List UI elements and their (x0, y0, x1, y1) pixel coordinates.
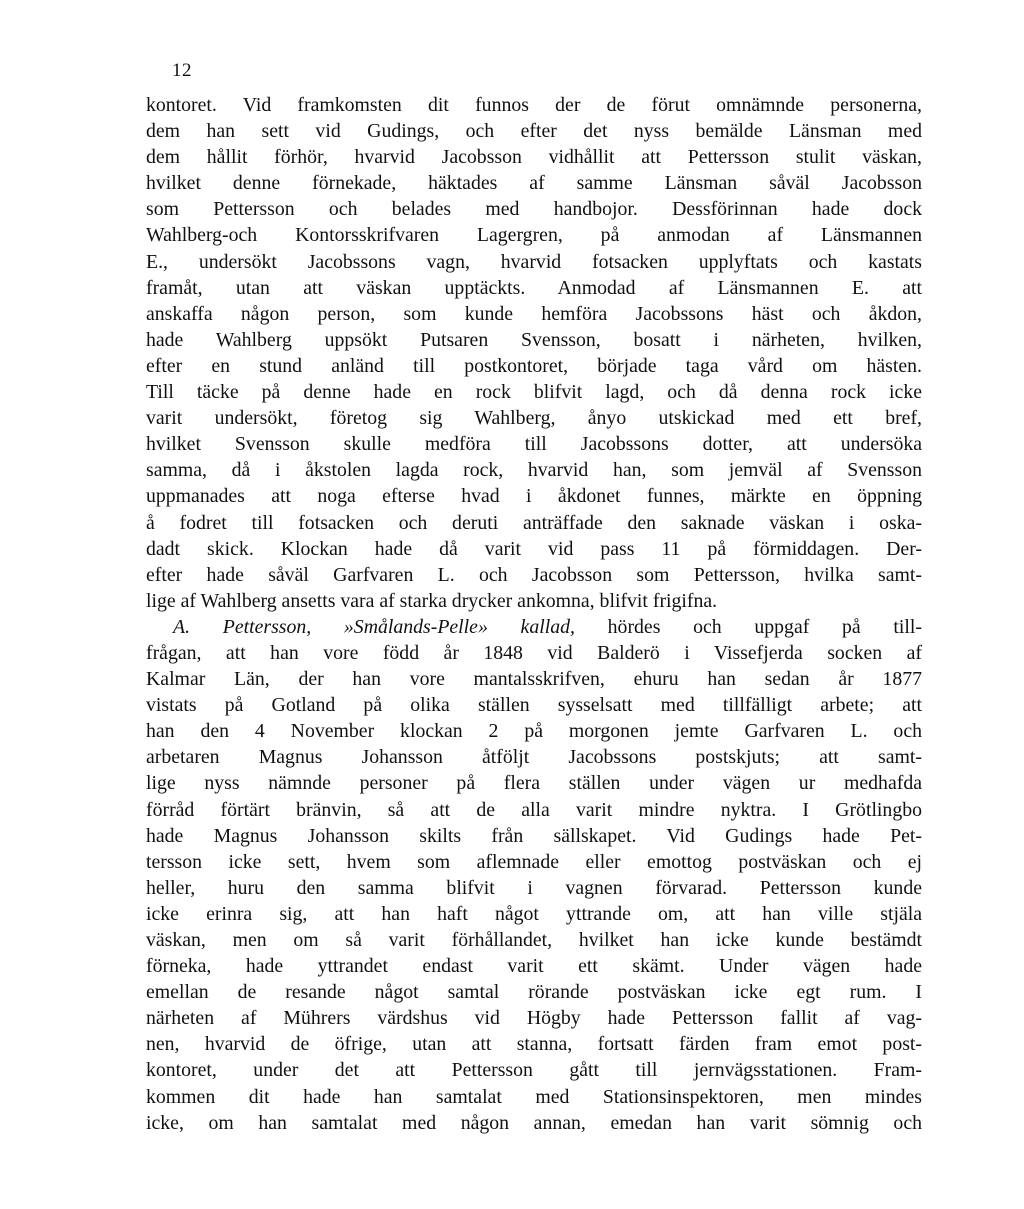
text-line (146, 222, 922, 248)
line-text: lige af Wahlberg ansetts vara af starka drycker ankomna, blifvit frigifna. (146, 589, 718, 612)
text-line (146, 457, 922, 483)
text-line (146, 510, 922, 536)
text-line (146, 614, 922, 640)
text-line (146, 431, 922, 457)
text-line (146, 823, 922, 849)
line-text: Kalmar Län, der han vore mantalsskrifven, ehuru han sedan år 1877 (146, 668, 922, 691)
text-line (146, 405, 922, 431)
text-line (146, 953, 922, 979)
line-text: förneka, hade yttrandet endast varit ett skämt. Under vägen hade (146, 955, 922, 978)
text-line (146, 562, 922, 588)
line-text: varit undersökt, företog sig Wahlberg, ånyo utskickad med ett bref, (146, 407, 922, 430)
body-text (146, 92, 922, 1136)
line-text: kontoret, under det att Pettersson gått till jernvägsstationen. Fram- (146, 1059, 922, 1082)
line-text: efter hade såväl Garfvaren L. och Jacobsson som Pettersson, hvilka samt- (146, 563, 922, 586)
text-line (146, 797, 922, 823)
line-text: hvilket Svensson skulle medföra till Jacobssons dotter, att undersöka (146, 433, 922, 456)
text-line (146, 770, 922, 796)
line-text: Wahlberg-och Kontorsskrifvaren Lagergren, på anmodan af Länsmannen (146, 224, 922, 247)
line-text: hördes och uppgaf på till- (574, 615, 922, 638)
line-text: dadt skick. Klockan hade då varit vid pass 11 på förmiddagen. Der- (146, 537, 922, 560)
italic-name: A. Pettersson, »Smålands-Pelle» kallad, (173, 615, 575, 638)
text-line (146, 301, 922, 327)
line-text: kontoret. Vid framkomsten dit funnos der de förut omnämnde personerna, (146, 94, 922, 116)
line-text: hade Magnus Johansson skilts från sällskapet. Vid Gudings hade Pet- (146, 824, 922, 847)
line-text: hade Wahlberg uppsökt Putsaren Svensson, bosatt i närheten, hvilken, (146, 328, 922, 351)
line-text: som Pettersson och belades med handbojor. Dessförinnan hade dock (146, 198, 922, 221)
text-line (146, 196, 922, 222)
text-line (146, 379, 922, 405)
line-text: samma, då i åkstolen lagda rock, hvarvid han, som jemväl af Svensson (146, 459, 922, 482)
line-text: han den 4 November klockan 2 på morgonen jemte Garfvaren L. och (146, 720, 922, 743)
text-line (146, 353, 922, 379)
text-line (146, 666, 922, 692)
text-line (146, 327, 922, 353)
line-text: vistats på Gotland på olika ställen sysselsatt med tillfälligt arbete; att (146, 694, 922, 717)
text-line (146, 275, 922, 301)
text-line (146, 927, 922, 953)
text-line (146, 640, 922, 666)
text-line (146, 536, 922, 562)
line-text: uppmanades att noga efterse hvad i åkdonet funnes, märkte en öppning (146, 485, 922, 508)
text-line (146, 849, 922, 875)
line-text: hvilket denne förnekade, häktades af samme Länsman såväl Jacobsson (146, 172, 922, 195)
line-text: heller, huru den samma blifvit i vagnen förvarad. Pettersson kunde (146, 876, 922, 899)
page-number: 12 (172, 60, 192, 81)
line-text: kommen dit hade han samtalat med Stationsinspektoren, men mindes (146, 1085, 922, 1108)
text-line (146, 692, 922, 718)
line-text: närheten af Mührers värdshus vid Högby hade Pettersson fallit af vag- (146, 1007, 922, 1030)
line-text: arbetaren Magnus Johansson åtföljt Jacobssons postskjuts; att samt- (146, 746, 922, 769)
text-line (146, 1057, 922, 1083)
text-line (146, 249, 922, 275)
text-line (146, 979, 922, 1005)
line-text: frågan, att han vore född år 1848 vid Balderö i Vissefjerda socken af (146, 641, 922, 664)
text-line (146, 92, 922, 118)
line-text: å fodret till fotsacken och deruti anträffade den saknade väskan i oska- (146, 511, 922, 534)
text-line (146, 483, 922, 509)
text-line (146, 1110, 922, 1136)
text-line (146, 875, 922, 901)
text-line (146, 144, 922, 170)
line-text: lige nyss nämnde personer på flera ställen under vägen ur medhafda (146, 772, 922, 795)
text-line (146, 1084, 922, 1110)
text-line (146, 1005, 922, 1031)
text-line (146, 718, 922, 744)
line-text: tersson icke sett, hvem som aflemnade eller emottog postväskan och ej (146, 850, 922, 873)
line-text: dem hållit förhör, hvarvid Jacobsson vidhållit att Pettersson stulit väskan, (146, 146, 922, 169)
line-text: anskaffa någon person, som kunde hemföra Jacobssons häst och åkdon, (146, 302, 922, 325)
line-text: efter en stund anländ till postkontoret, började taga vård om hästen. (146, 354, 922, 377)
line-text: E., undersökt Jacobssons vagn, hvarvid fotsacken upplyftats och kastats (146, 250, 922, 273)
line-text: väskan, men om så varit förhållandet, hvilket han icke kunde bestämdt (146, 929, 922, 951)
line-text: nen, hvarvid de öfrige, utan att stanna, fortsatt färden fram emot post- (146, 1033, 922, 1056)
text-line (146, 744, 922, 770)
line-text: emellan de resande något samtal rörande postväskan icke egt rum. I (146, 981, 922, 1004)
text-line (146, 1031, 922, 1057)
line-text: framåt, utan att väskan upptäckts. Anmodad af Länsmannen E. att (146, 276, 922, 299)
text-line (146, 118, 922, 144)
text-line (146, 588, 922, 614)
line-text: förråd förtärt bränvin, så att de alla varit mindre nyktra. I Grötlingbo (146, 798, 922, 821)
text-line (146, 901, 922, 927)
line-text: Till täcke på denne hade en rock blifvit lagd, och då denna rock icke (146, 381, 922, 404)
line-text: icke, om han samtalat med någon annan, emedan han varit sömnig och (146, 1111, 922, 1134)
text-line (146, 170, 922, 196)
line-text: dem han sett vid Gudings, och efter det nyss bemälde Länsman med (146, 120, 922, 143)
line-text: icke erinra sig, att han haft något yttrande om, att han ville stjäla (146, 902, 922, 925)
